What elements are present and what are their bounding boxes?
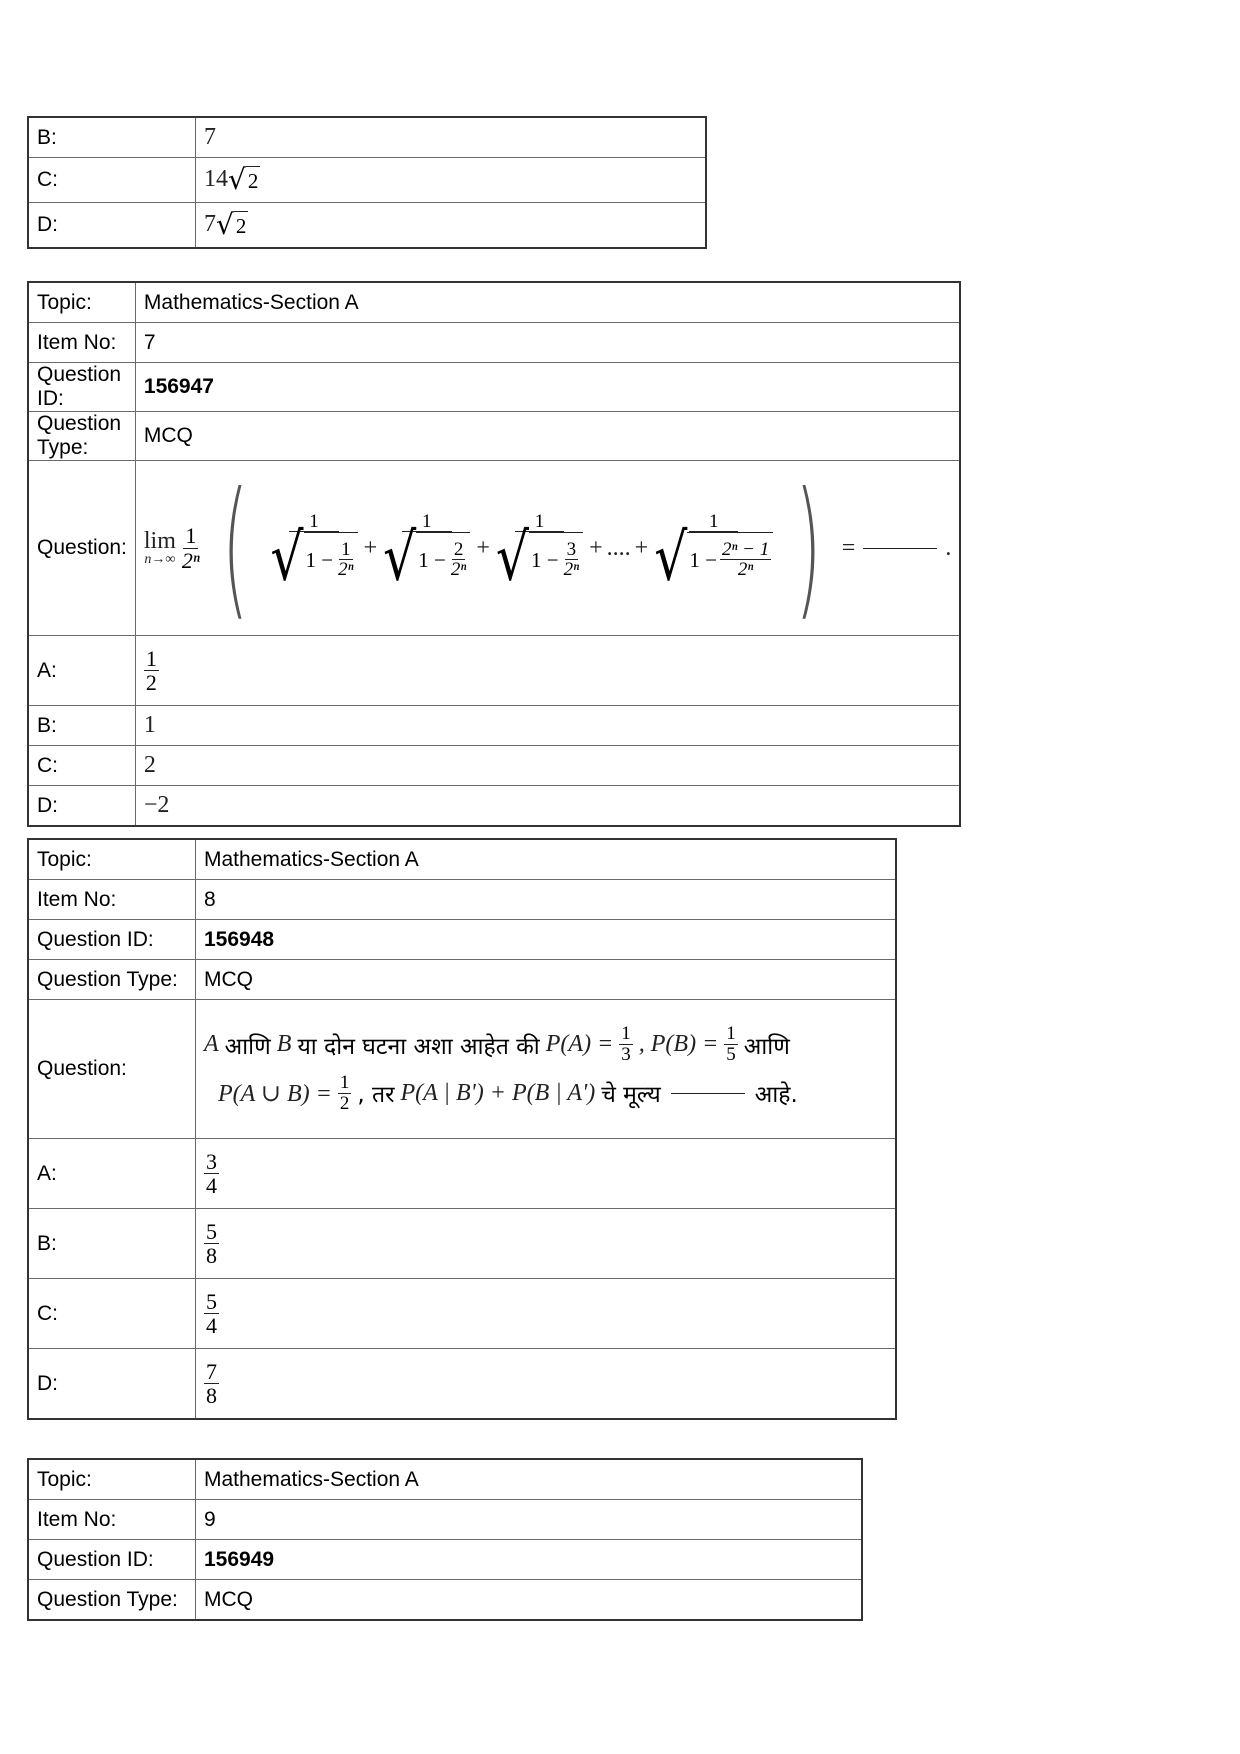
fraction: $\frac{1}{\text{2ⁿ}}$ [181, 523, 200, 573]
topic-row [28, 282, 960, 323]
question-type-row [28, 1580, 862, 1621]
field-label: Item No: [28, 323, 135, 363]
question-9-table [27, 1458, 863, 1621]
option-value: 2 [135, 746, 960, 786]
item-no-row [28, 323, 960, 363]
item-no-value: 8 [196, 880, 897, 920]
topic-value: Mathematics-Section A [196, 839, 897, 880]
option-label: C: [28, 1279, 196, 1349]
topic-value: Mathematics-Section A [135, 282, 960, 323]
field-label: Topic: [28, 282, 135, 323]
topic-row [28, 839, 896, 880]
option-label: B: [28, 706, 135, 746]
option-label: A: [28, 1139, 196, 1209]
field-label: Question: [28, 461, 135, 636]
field-label: Question ID: [28, 363, 135, 412]
answer-blank [671, 1093, 745, 1094]
question-7-table [27, 281, 961, 827]
option-value: 7 √ 2 [196, 203, 707, 249]
topic-value: Mathematics-Section A [196, 1459, 863, 1500]
left-paren: ( [221, 461, 249, 635]
question-id-row [28, 363, 960, 412]
option-label: C: [28, 746, 135, 786]
sqrt-sign: √ 2 [228, 163, 259, 197]
option-value: 7 [196, 117, 707, 158]
option-value: $\frac{3}{4}$ [196, 1139, 897, 1209]
limit-operator: lim n→∞ [143, 528, 176, 567]
field-label: Item No: [28, 1500, 196, 1540]
option-label: D: [28, 1349, 196, 1420]
option-value: $\frac{1}{2}$ [135, 636, 960, 706]
question-id-row [28, 1540, 862, 1580]
item-no-value: 9 [196, 1500, 863, 1540]
question-row [28, 461, 960, 636]
field-label: Question: [28, 1000, 196, 1139]
option-row-c [28, 1279, 896, 1349]
option-row-b [28, 1209, 896, 1279]
option-label: B: [28, 117, 196, 158]
option-row-b [28, 706, 960, 746]
option-value: −2 [135, 786, 960, 827]
question-type-row [28, 412, 960, 461]
option-value: $\frac{7}{8}$ [196, 1349, 897, 1420]
field-label: Question ID: [28, 920, 196, 960]
question-type-value: MCQ [135, 412, 960, 461]
question-id-value: 156947 [135, 363, 960, 412]
option-row-d [28, 1349, 896, 1420]
question-text: A आणि B या दोन घटना अशा आहेत की P(A) = $\frac{1}{3}$ , P(B) = $\frac{1}{5}$ आणि P(A ∪ B) = $\frac{1}{2}$ , तर P(A | B') + P(B | A') चे मूल्य आहे. [196, 1000, 897, 1139]
option-row-d [28, 203, 706, 249]
option-row-a [28, 636, 960, 706]
question-row [28, 1000, 896, 1139]
question-type-value: MCQ [196, 960, 897, 1000]
answer-blank [863, 548, 937, 549]
item-no-row [28, 1500, 862, 1540]
option-row-c [28, 158, 706, 203]
option-value: $\frac{5}{8}$ [196, 1209, 897, 1279]
option-value: 14 √ 2 [196, 158, 707, 203]
term-3: 1 √ 1 − $\frac{3}{\text{2ⁿ}}$ [494, 512, 585, 585]
question-math: lim n→∞ $\frac{1}{\text{2ⁿ}}$ ( 1 √ 1 − $\frac{1}{\text{2ⁿ}}$ + 1 √ 1 − $\frac{2}{\text{2ⁿ}}$ + 1 √ 1 − $\frac{3}{\text{2ⁿ}}$ + .... + 1 √ 1 − $\frac{\text{2ⁿ − 1}}{\text{2ⁿ}}$ ) = . [135, 461, 960, 636]
field-label: Question Type: [28, 1580, 196, 1621]
option-row-d [28, 786, 960, 827]
question-id-value: 156948 [196, 920, 897, 960]
field-label: Question Type: [28, 412, 135, 461]
field-label: Topic: [28, 839, 196, 880]
question-type-value: MCQ [196, 1580, 863, 1621]
topic-row [28, 1459, 862, 1500]
option-row-b [28, 117, 706, 158]
question-id-value: 156949 [196, 1540, 863, 1580]
option-value: 1 [135, 706, 960, 746]
option-row-c [28, 746, 960, 786]
item-no-value: 7 [135, 323, 960, 363]
right-paren: ) [795, 461, 822, 635]
option-label: B: [28, 1209, 196, 1279]
field-label: Item No: [28, 880, 196, 920]
term-2: 1 √ 1 − $\frac{2}{\text{2ⁿ}}$ [381, 512, 472, 585]
item-no-row [28, 880, 896, 920]
option-label: D: [28, 786, 135, 827]
option-value: $\frac{5}{4}$ [196, 1279, 897, 1349]
question-8-table [27, 838, 897, 1420]
question-id-row [28, 920, 896, 960]
option-label: C: [28, 158, 196, 203]
term-1: 1 √ 1 − $\frac{1}{\text{2ⁿ}}$ [268, 512, 359, 585]
option-label: A: [28, 636, 135, 706]
field-label: Question ID: [28, 1540, 196, 1580]
prev-options-table [27, 116, 707, 249]
option-label: D: [28, 203, 196, 249]
field-label: Topic: [28, 1459, 196, 1500]
sqrt-sign: √ 2 [216, 208, 247, 242]
term-n: 1 √ 1 − $\frac{\text{2ⁿ − 1}}{\text{2ⁿ}}$ [652, 512, 775, 585]
field-label: Question Type: [28, 960, 196, 1000]
option-row-a [28, 1139, 896, 1209]
question-type-row [28, 960, 896, 1000]
